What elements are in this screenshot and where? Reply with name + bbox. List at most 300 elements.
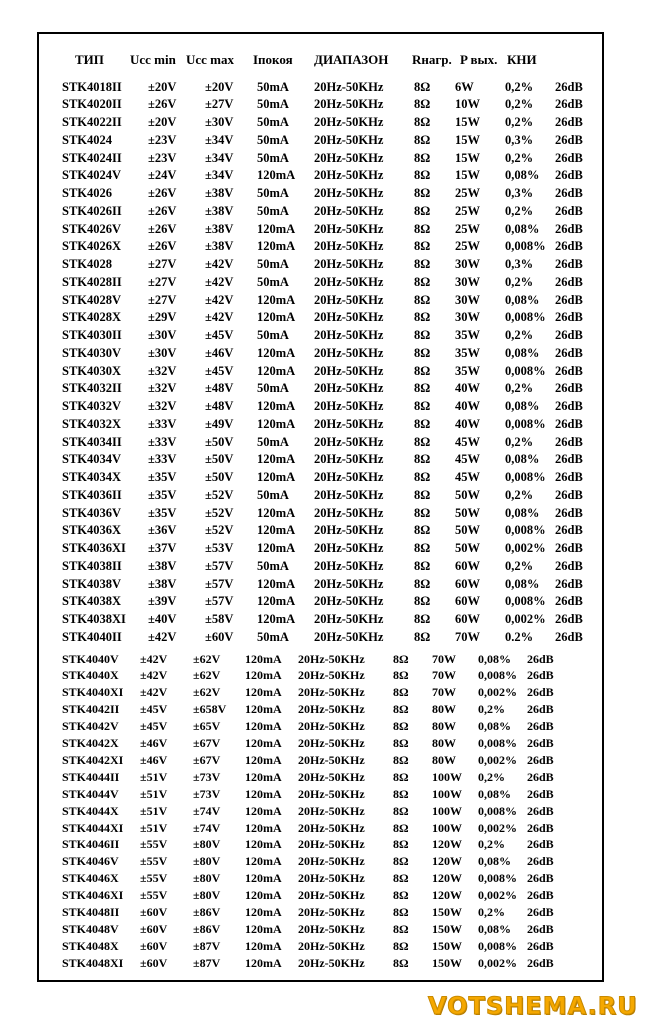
cell-thd: 0,2% (505, 203, 534, 218)
cell-ucc-min: ±60V (140, 955, 168, 970)
cell-thd: 0,2% (505, 381, 534, 396)
cell-rload: 8Ω (414, 399, 431, 413)
cell-range: 20Hz-50KHz (298, 719, 365, 734)
cell-range: 20Hz-50KHz (314, 292, 384, 307)
cell-ucc-min: ±39V (148, 594, 177, 609)
cell-thd: 0,2% (505, 115, 534, 129)
cell-type: STK4026X (62, 239, 122, 254)
cell-ucc-max: ±80V (193, 871, 221, 886)
cell-ucc-max: ±62V (193, 685, 221, 700)
cell-iquiet: 50mA (257, 487, 289, 502)
cell-ucc-max: ±73V (193, 769, 221, 784)
cell-gain: 26dB (555, 470, 583, 484)
cell-gain: 26dB (527, 651, 554, 666)
cell-range: 20Hz-50KHz (298, 736, 365, 750)
cell-thd: 0,2% (478, 702, 505, 717)
cell-ucc-max: ±45V (205, 328, 234, 342)
cell-range: 20Hz-50KHz (314, 487, 384, 502)
cell-range: 20Hz-50KHz (314, 576, 384, 591)
cell-ucc-min: ±46V (140, 752, 168, 767)
cell-iquiet: 50mA (257, 434, 289, 449)
header-iquiet: Iпокоя (253, 52, 293, 67)
cell-range: 20Hz-50KHz (314, 541, 384, 555)
cell-pout: 60W (455, 612, 480, 626)
cell-rload: 8Ω (414, 328, 431, 342)
cell-rload: 8Ω (393, 905, 409, 919)
cell-ucc-max: ±58V (205, 612, 234, 626)
cell-thd: 0,2% (505, 274, 534, 289)
cell-type: STK4044II (62, 769, 120, 784)
cell-type: STK4038XI (62, 612, 126, 626)
cell-ucc-min: ±60V (140, 938, 168, 953)
cell-ucc-min: ±27V (148, 292, 177, 307)
cell-ucc-max: ±46V (205, 345, 234, 360)
cell-iquiet: 120mA (245, 938, 282, 953)
cell-iquiet: 120mA (245, 786, 282, 801)
cell-type: STK4044XI (62, 820, 124, 835)
cell-thd: 0,3% (505, 257, 534, 271)
cell-type: STK4036II (62, 487, 122, 502)
cell-ucc-max: ±67V (193, 752, 221, 767)
cell-type: STK4040V (62, 651, 119, 666)
cell-thd: 0,008% (505, 416, 546, 431)
cell-pout: 40W (455, 399, 480, 413)
cell-ucc-min: ±55V (140, 854, 168, 869)
cell-range: 20Hz-50KHz (298, 685, 365, 700)
cell-range: 20Hz-50KHz (314, 328, 384, 342)
cell-type: STK4046X (62, 871, 119, 886)
cell-type: STK4048II (62, 905, 120, 919)
cell-thd: 0,008% (478, 668, 517, 683)
cell-thd: 0,3% (505, 132, 534, 147)
cell-type: STK4042X (62, 736, 119, 750)
cell-thd: 0.2% (505, 629, 534, 644)
cell-gain: 26dB (527, 837, 554, 852)
cell-pout: 100W (432, 803, 462, 818)
cell-rload: 8Ω (393, 668, 409, 683)
cell-iquiet: 50mA (257, 97, 289, 112)
cell-ucc-max: ±73V (193, 786, 221, 801)
cell-thd: 0,08% (478, 651, 511, 666)
cell-iquiet: 50mA (257, 629, 289, 644)
cell-rload: 8Ω (393, 702, 409, 717)
cell-gain: 26dB (527, 668, 554, 683)
cell-ucc-max: ±53V (205, 541, 234, 555)
cell-type: STK4030X (62, 363, 122, 378)
cell-pout: 45W (455, 434, 480, 449)
cell-ucc-min: ±42V (140, 668, 168, 683)
cell-iquiet: 120mA (257, 363, 296, 378)
cell-rload: 8Ω (393, 871, 409, 886)
cell-thd: 0,2% (505, 97, 534, 112)
cell-rload: 8Ω (414, 97, 431, 112)
cell-gain: 26dB (555, 150, 583, 165)
cell-type: STK4026II (62, 203, 122, 218)
cell-range: 20Hz-50KHz (298, 871, 365, 886)
cell-gain: 26dB (527, 854, 554, 869)
cell-range: 20Hz-50KHz (298, 921, 365, 936)
cell-iquiet: 50mA (257, 558, 289, 573)
cell-range: 20Hz-50KHz (314, 97, 384, 112)
cell-pout: 150W (432, 938, 462, 953)
cell-rload: 8Ω (414, 594, 431, 609)
cell-ucc-min: ±24V (148, 168, 177, 183)
cell-pout: 70W (432, 651, 456, 666)
cell-type: STK4042II (62, 702, 120, 717)
cell-type: STK4018II (62, 79, 122, 94)
cell-ucc-min: ±20V (148, 79, 177, 94)
cell-iquiet: 120mA (257, 416, 296, 431)
cell-type: STK4028V (62, 292, 122, 307)
cell-iquiet: 120mA (245, 769, 282, 784)
cell-iquiet: 120mA (257, 168, 296, 183)
cell-ucc-min: ±27V (148, 274, 177, 289)
cell-ucc-min: ±35V (148, 487, 177, 502)
cell-type: STK4032II (62, 381, 122, 396)
cell-pout: 100W (432, 786, 462, 801)
cell-pout: 80W (432, 719, 456, 734)
cell-iquiet: 120mA (257, 292, 296, 307)
cell-range: 20Hz-50KHz (314, 274, 384, 289)
cell-thd: 0,08% (505, 168, 540, 183)
cell-iquiet: 120mA (257, 594, 296, 609)
cell-thd: 0,3% (505, 186, 534, 200)
cell-pout: 150W (432, 905, 462, 919)
cell-rload: 8Ω (393, 820, 409, 835)
cell-type: STK4036X (62, 523, 122, 538)
cell-iquiet: 120mA (245, 888, 282, 903)
cell-pout: 100W (432, 769, 462, 784)
cell-rload: 8Ω (414, 612, 431, 626)
cell-range: 20Hz-50KHz (314, 168, 384, 183)
cell-thd: 0,008% (505, 470, 546, 484)
cell-iquiet: 120mA (257, 523, 296, 538)
cell-gain: 26dB (527, 820, 554, 835)
cell-ucc-max: ±34V (205, 132, 234, 147)
cell-iquiet: 120mA (257, 310, 296, 325)
cell-ucc-max: ±62V (193, 668, 221, 683)
cell-range: 20Hz-50KHz (314, 612, 384, 626)
cell-ucc-max: ±67V (193, 736, 221, 750)
cell-thd: 0,2% (505, 434, 534, 449)
cell-range: 20Hz-50KHz (314, 523, 384, 538)
cell-pout: 70W (432, 668, 456, 683)
cell-rload: 8Ω (414, 416, 431, 431)
cell-range: 20Hz-50KHz (298, 786, 365, 801)
cell-type: STK4032V (62, 399, 122, 413)
cell-ucc-min: ±33V (148, 434, 177, 449)
cell-iquiet: 50mA (257, 203, 289, 218)
cell-thd: 0,08% (505, 576, 540, 591)
cell-type: STK4028II (62, 274, 122, 289)
cell-pout: 120W (432, 871, 462, 886)
cell-type: STK4022II (62, 115, 122, 129)
cell-iquiet: 120mA (245, 820, 282, 835)
cell-iquiet: 120mA (257, 612, 296, 626)
cell-thd: 0,002% (478, 820, 517, 835)
cell-ucc-min: ±46V (140, 736, 168, 750)
cell-type: STK4046V (62, 854, 119, 869)
cell-range: 20Hz-50KHz (298, 651, 365, 666)
cell-pout: 25W (455, 203, 480, 218)
cell-pout: 120W (432, 888, 462, 903)
cell-gain: 26dB (555, 292, 583, 307)
cell-rload: 8Ω (414, 523, 431, 538)
cell-ucc-min: ±38V (148, 558, 177, 573)
cell-thd: 0,08% (505, 452, 540, 467)
header-ucc-max: Ucc max (186, 52, 235, 67)
cell-ucc-min: ±27V (148, 257, 177, 271)
cell-pout: 60W (455, 576, 480, 591)
cell-ucc-min: ±60V (140, 905, 168, 919)
cell-rload: 8Ω (393, 786, 409, 801)
cell-rload: 8Ω (393, 685, 409, 700)
header-pout: P вых. (460, 52, 498, 67)
cell-iquiet: 120mA (257, 452, 296, 467)
cell-gain: 26dB (555, 132, 583, 147)
cell-ucc-min: ±32V (148, 399, 177, 413)
cell-range: 20Hz-50KHz (314, 115, 384, 129)
cell-ucc-max: ±34V (205, 150, 234, 165)
cell-pout: 25W (455, 239, 480, 254)
header-rload: Rнагр. (412, 52, 452, 67)
cell-rload: 8Ω (414, 203, 431, 218)
site-watermark: VOTSHEMA.RU (428, 992, 638, 1020)
cell-rload: 8Ω (393, 752, 409, 767)
cell-range: 20Hz-50KHz (298, 955, 365, 970)
cell-rload: 8Ω (414, 452, 431, 467)
cell-gain: 26dB (555, 97, 583, 112)
cell-type: STK4038V (62, 576, 122, 591)
cell-thd: 0,008% (478, 803, 517, 818)
cell-type: STK4036V (62, 505, 122, 520)
cell-rload: 8Ω (393, 888, 409, 903)
cell-iquiet: 50mA (257, 274, 289, 289)
cell-gain: 26dB (555, 274, 583, 289)
cell-pout: 30W (455, 292, 480, 307)
cell-thd: 0,008% (478, 938, 517, 953)
cell-type: STK4042V (62, 719, 119, 734)
cell-type: STK4048XI (62, 955, 124, 970)
cell-pout: 25W (455, 186, 480, 200)
cell-rload: 8Ω (393, 938, 409, 953)
cell-thd: 0,08% (505, 505, 540, 520)
cell-gain: 26dB (527, 888, 554, 903)
cell-pout: 70W (455, 629, 480, 644)
cell-ucc-max: ±27V (205, 97, 234, 112)
cell-range: 20Hz-50KHz (298, 752, 365, 767)
cell-rload: 8Ω (393, 854, 409, 869)
cell-ucc-min: ±30V (148, 328, 177, 342)
cell-thd: 0,002% (478, 685, 517, 700)
cell-gain: 26dB (527, 803, 554, 818)
cell-range: 20Hz-50KHz (298, 905, 365, 919)
cell-ucc-min: ±26V (148, 221, 177, 236)
header-ucc-min: Ucc min (130, 52, 176, 67)
cell-thd: 0,2% (478, 905, 505, 919)
cell-ucc-max: ±52V (205, 487, 234, 502)
cell-type: STK4030II (62, 328, 122, 342)
cell-gain: 26dB (527, 736, 554, 750)
cell-ucc-min: ±45V (140, 719, 168, 734)
cell-ucc-max: ±38V (205, 221, 234, 236)
cell-iquiet: 50mA (257, 381, 289, 396)
cell-ucc-max: ±38V (205, 203, 234, 218)
cell-ucc-max: ±52V (205, 523, 234, 538)
cell-type: STK4034V (62, 452, 122, 467)
cell-rload: 8Ω (414, 132, 431, 147)
cell-ucc-min: ±37V (148, 541, 177, 555)
cell-ucc-min: ±60V (140, 921, 168, 936)
cell-type: STK4032X (62, 416, 122, 431)
cell-pout: 35W (455, 328, 480, 342)
cell-pout: 150W (432, 955, 462, 970)
cell-iquiet: 120mA (257, 399, 296, 413)
cell-type: STK4030V (62, 345, 122, 360)
cell-thd: 0,002% (478, 888, 517, 903)
cell-pout: 80W (432, 736, 456, 750)
cell-pout: 120W (432, 837, 462, 852)
cell-rload: 8Ω (414, 558, 431, 573)
cell-rload: 8Ω (393, 651, 409, 666)
cell-type: STK4044V (62, 786, 119, 801)
cell-rload: 8Ω (414, 79, 431, 94)
cell-gain: 26dB (555, 576, 583, 591)
cell-ucc-min: ±38V (148, 576, 177, 591)
cell-iquiet: 120mA (245, 905, 282, 919)
cell-range: 20Hz-50KHz (314, 505, 384, 520)
cell-gain: 26dB (555, 505, 583, 520)
cell-iquiet: 120mA (245, 871, 282, 886)
cell-iquiet: 50mA (257, 115, 289, 129)
cell-ucc-max: ±87V (193, 938, 221, 953)
cell-gain: 26dB (555, 434, 583, 449)
cell-pout: 15W (455, 168, 480, 183)
cell-type: STK4028 (62, 257, 113, 271)
cell-pout: 15W (455, 132, 480, 147)
cell-range: 20Hz-50KHz (314, 310, 384, 325)
cell-ucc-min: ±33V (148, 416, 177, 431)
cell-gain: 26dB (527, 871, 554, 886)
cell-ucc-min: ±26V (148, 203, 177, 218)
cell-range: 20Hz-50KHz (314, 345, 384, 360)
cell-gain: 26dB (527, 719, 554, 734)
cell-iquiet: 120mA (245, 955, 282, 970)
cell-thd: 0,08% (505, 399, 540, 413)
cell-pout: 50W (455, 523, 480, 538)
cell-thd: 0,08% (478, 854, 511, 869)
cell-ucc-max: ±74V (193, 820, 221, 835)
cell-pout: 150W (432, 921, 462, 936)
cell-thd: 0,002% (505, 541, 546, 555)
cell-gain: 26dB (527, 685, 554, 700)
cell-ucc-max: ±50V (205, 452, 234, 467)
cell-ucc-min: ±26V (148, 186, 177, 200)
cell-type: STK4042XI (62, 752, 124, 767)
cell-gain: 26dB (555, 310, 583, 325)
cell-pout: 50W (455, 487, 480, 502)
cell-ucc-max: ±80V (193, 854, 221, 869)
cell-range: 20Hz-50KHz (314, 452, 384, 467)
cell-ucc-min: ±42V (148, 629, 177, 644)
cell-iquiet: 120mA (257, 221, 296, 236)
cell-ucc-max: ±48V (205, 399, 234, 413)
cell-pout: 70W (432, 685, 456, 700)
cell-gain: 26dB (527, 938, 554, 953)
cell-gain: 26dB (555, 257, 583, 271)
cell-ucc-min: ±42V (140, 651, 168, 666)
cell-type: STK4036XI (62, 541, 126, 555)
cell-range: 20Hz-50KHz (298, 938, 365, 953)
cell-range: 20Hz-50KHz (314, 132, 384, 147)
cell-ucc-max: ±57V (205, 576, 234, 591)
cell-range: 20Hz-50KHz (314, 594, 384, 609)
cell-type: STK4040XI (62, 685, 124, 700)
cell-rload: 8Ω (414, 257, 431, 271)
cell-gain: 26dB (555, 328, 583, 342)
cell-thd: 0,008% (505, 310, 546, 325)
cell-rload: 8Ω (414, 434, 431, 449)
cell-gain: 26dB (555, 203, 583, 218)
cell-ucc-min: ±51V (140, 803, 168, 818)
cell-type: STK4034X (62, 470, 122, 484)
cell-rload: 8Ω (393, 955, 409, 970)
cell-pout: 45W (455, 452, 480, 467)
cell-ucc-max: ±38V (205, 186, 234, 200)
cell-type: STK4044X (62, 803, 119, 818)
cell-ucc-min: ±55V (140, 871, 168, 886)
cell-pout: 40W (455, 381, 480, 396)
cell-ucc-min: ±23V (148, 132, 177, 147)
cell-gain: 26dB (555, 523, 583, 538)
cell-pout: 40W (455, 416, 480, 431)
cell-type: STK4024II (62, 150, 122, 165)
cell-type: STK4024V (62, 168, 122, 183)
cell-rload: 8Ω (414, 470, 431, 484)
cell-ucc-max: ±42V (205, 292, 234, 307)
cell-ucc-max: ±80V (193, 837, 221, 852)
cell-gain: 26dB (555, 487, 583, 502)
cell-pout: 30W (455, 274, 480, 289)
cell-ucc-min: ±30V (148, 345, 177, 360)
cell-iquiet: 50mA (257, 186, 289, 200)
cell-rload: 8Ω (414, 292, 431, 307)
cell-ucc-max: ±57V (205, 558, 234, 573)
cell-pout: 30W (455, 310, 480, 325)
cell-iquiet: 50mA (257, 79, 289, 94)
cell-rload: 8Ω (393, 769, 409, 784)
cell-iquiet: 120mA (245, 803, 282, 818)
cell-pout: 6W (455, 79, 474, 94)
cell-iquiet: 120mA (245, 719, 282, 734)
cell-ucc-min: ±55V (140, 888, 168, 903)
cell-ucc-max: ±38V (205, 239, 234, 254)
cell-gain: 26dB (527, 786, 554, 801)
cell-gain: 26dB (555, 452, 583, 467)
cell-iquiet: 120mA (257, 470, 296, 484)
cell-ucc-max: ±45V (205, 363, 234, 378)
cell-rload: 8Ω (414, 221, 431, 236)
cell-range: 20Hz-50KHz (314, 150, 384, 165)
cell-ucc-min: ±26V (148, 97, 177, 112)
cell-thd: 0,2% (505, 150, 534, 165)
cell-ucc-min: ±32V (148, 381, 177, 396)
cell-type: STK4026 (62, 186, 113, 200)
cell-iquiet: 50mA (257, 132, 289, 147)
cell-gain: 26dB (555, 629, 583, 644)
cell-range: 20Hz-50KHz (314, 381, 384, 396)
cell-pout: 45W (455, 470, 480, 484)
